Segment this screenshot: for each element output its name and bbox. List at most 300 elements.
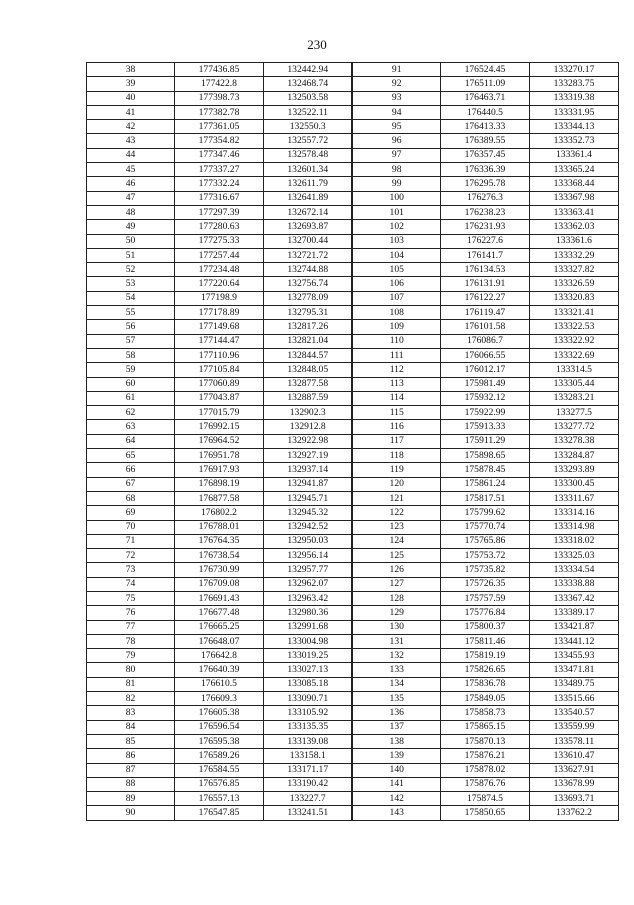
y-coordinate-cell: 132744.88: [263, 263, 352, 277]
table-row: [87, 634, 619, 648]
y-coordinate-cell: 133678.99: [529, 777, 618, 791]
point-number-cell: 56: [87, 320, 175, 334]
y-coordinate-cell: 132945.71: [263, 491, 352, 505]
x-coordinate-cell: 177220.64: [174, 277, 263, 291]
x-coordinate-cell: 176764.35: [174, 534, 263, 548]
y-coordinate-cell: 132522.11: [263, 105, 352, 119]
y-coordinate-cell: 133019.25: [263, 649, 352, 663]
x-coordinate-cell: 176648.07: [174, 634, 263, 648]
table-row: [87, 506, 619, 520]
y-coordinate-cell: 133293.89: [529, 463, 618, 477]
table-row: [87, 391, 619, 405]
point-number-cell: 84: [87, 720, 175, 734]
x-coordinate-cell: 176357.45: [440, 148, 529, 162]
point-number-cell: 140: [352, 763, 440, 777]
table-row: [87, 734, 619, 748]
y-coordinate-cell: 133135.35: [263, 720, 352, 734]
x-coordinate-cell: 176802.2: [174, 506, 263, 520]
y-coordinate-cell: 133338.88: [529, 577, 618, 591]
table-row: [87, 220, 619, 234]
y-coordinate-cell: 133344.13: [529, 120, 618, 134]
table-row: [87, 205, 619, 219]
point-number-cell: 38: [87, 63, 175, 77]
x-coordinate-cell: 176610.5: [174, 677, 263, 691]
point-number-cell: 98: [352, 163, 440, 177]
x-coordinate-cell: 177347.46: [174, 148, 263, 162]
y-coordinate-cell: 133319.38: [529, 91, 618, 105]
x-coordinate-cell: 175776.84: [440, 606, 529, 620]
table-row: [87, 291, 619, 305]
y-coordinate-cell: 133090.71: [263, 692, 352, 706]
x-coordinate-cell: 176122.27: [440, 291, 529, 305]
point-number-cell: 86: [87, 749, 175, 763]
x-coordinate-cell: 175757.59: [440, 591, 529, 605]
y-coordinate-cell: 133241.51: [263, 806, 352, 820]
y-coordinate-cell: 133320.83: [529, 291, 618, 305]
point-number-cell: 135: [352, 692, 440, 706]
x-coordinate-cell: 175817.51: [440, 491, 529, 505]
y-coordinate-cell: 133326.59: [529, 277, 618, 291]
x-coordinate-cell: 175876.76: [440, 777, 529, 791]
y-coordinate-cell: 133277.72: [529, 420, 618, 434]
point-number-cell: 93: [352, 91, 440, 105]
x-coordinate-cell: 176917.93: [174, 463, 263, 477]
x-coordinate-cell: 177178.89: [174, 306, 263, 320]
x-coordinate-cell: 175726.35: [440, 577, 529, 591]
x-coordinate-cell: 176951.78: [174, 449, 263, 463]
table-row: [87, 520, 619, 534]
y-coordinate-cell: 133389.17: [529, 606, 618, 620]
y-coordinate-cell: 132442.94: [263, 63, 352, 77]
y-coordinate-cell: 133277.5: [529, 406, 618, 420]
y-coordinate-cell: 133158.1: [263, 749, 352, 763]
x-coordinate-cell: 177280.63: [174, 220, 263, 234]
y-coordinate-cell: 133693.71: [529, 792, 618, 806]
point-number-cell: 130: [352, 620, 440, 634]
point-number-cell: 76: [87, 606, 175, 620]
point-number-cell: 143: [352, 806, 440, 820]
x-coordinate-cell: 175911.29: [440, 434, 529, 448]
point-number-cell: 92: [352, 77, 440, 91]
y-coordinate-cell: 132795.31: [263, 306, 352, 320]
point-number-cell: 127: [352, 577, 440, 591]
y-coordinate-cell: 133322.53: [529, 320, 618, 334]
x-coordinate-cell: 175876.21: [440, 749, 529, 763]
point-number-cell: 40: [87, 91, 175, 105]
y-coordinate-cell: 132956.14: [263, 549, 352, 563]
y-coordinate-cell: 133578.11: [529, 734, 618, 748]
point-number-cell: 89: [87, 792, 175, 806]
y-coordinate-cell: 132945.32: [263, 506, 352, 520]
x-coordinate-cell: 176131.91: [440, 277, 529, 291]
point-number-cell: 111: [352, 348, 440, 362]
point-number-cell: 59: [87, 363, 175, 377]
x-coordinate-cell: 176012.17: [440, 363, 529, 377]
y-coordinate-cell: 133321.41: [529, 306, 618, 320]
point-number-cell: 105: [352, 263, 440, 277]
point-number-cell: 115: [352, 406, 440, 420]
point-number-cell: 94: [352, 105, 440, 119]
x-coordinate-cell: 176389.55: [440, 134, 529, 148]
table-row: [87, 306, 619, 320]
x-coordinate-cell: 175913.33: [440, 420, 529, 434]
x-coordinate-cell: 176231.93: [440, 220, 529, 234]
y-coordinate-cell: 133367.42: [529, 591, 618, 605]
point-number-cell: 101: [352, 205, 440, 219]
x-coordinate-cell: 175878.02: [440, 763, 529, 777]
point-number-cell: 132: [352, 649, 440, 663]
table-row: [87, 420, 619, 434]
y-coordinate-cell: 133327.82: [529, 263, 618, 277]
point-number-cell: 46: [87, 177, 175, 191]
y-coordinate-cell: 133361.6: [529, 234, 618, 248]
x-coordinate-cell: 177275.33: [174, 234, 263, 248]
point-number-cell: 77: [87, 620, 175, 634]
point-number-cell: 39: [87, 77, 175, 91]
point-number-cell: 79: [87, 649, 175, 663]
point-number-cell: 107: [352, 291, 440, 305]
x-coordinate-cell: 176227.6: [440, 234, 529, 248]
x-coordinate-cell: 176665.25: [174, 620, 263, 634]
point-number-cell: 87: [87, 763, 175, 777]
point-number-cell: 116: [352, 420, 440, 434]
table-row: [87, 434, 619, 448]
x-coordinate-cell: 175861.24: [440, 477, 529, 491]
x-coordinate-cell: 176730.99: [174, 563, 263, 577]
point-number-cell: 57: [87, 334, 175, 348]
point-number-cell: 81: [87, 677, 175, 691]
y-coordinate-cell: 132927.19: [263, 449, 352, 463]
point-number-cell: 90: [87, 806, 175, 820]
table-row: [87, 377, 619, 391]
y-coordinate-cell: 133322.92: [529, 334, 618, 348]
table-row: [87, 449, 619, 463]
x-coordinate-cell: 175878.45: [440, 463, 529, 477]
point-number-cell: 125: [352, 549, 440, 563]
point-number-cell: 67: [87, 477, 175, 491]
x-coordinate-cell: 177105.84: [174, 363, 263, 377]
point-number-cell: 65: [87, 449, 175, 463]
point-number-cell: 60: [87, 377, 175, 391]
y-coordinate-cell: 132778.09: [263, 291, 352, 305]
y-coordinate-cell: 132942.52: [263, 520, 352, 534]
table-row: [87, 105, 619, 119]
y-coordinate-cell: 133325.03: [529, 549, 618, 563]
table-row: [87, 606, 619, 620]
y-coordinate-cell: 133314.98: [529, 520, 618, 534]
point-number-cell: 99: [352, 177, 440, 191]
x-coordinate-cell: 177257.44: [174, 248, 263, 262]
x-coordinate-cell: 176877.58: [174, 491, 263, 505]
point-number-cell: 58: [87, 348, 175, 362]
point-number-cell: 126: [352, 563, 440, 577]
x-coordinate-cell: 176992.15: [174, 420, 263, 434]
y-coordinate-cell: 133284.87: [529, 449, 618, 463]
y-coordinate-cell: 133471.81: [529, 663, 618, 677]
table-row: [87, 120, 619, 134]
x-coordinate-cell: 176609.3: [174, 692, 263, 706]
x-coordinate-cell: 175898.65: [440, 449, 529, 463]
point-number-cell: 69: [87, 506, 175, 520]
y-coordinate-cell: 133365.24: [529, 163, 618, 177]
table-row: [87, 77, 619, 91]
y-coordinate-cell: 132957.77: [263, 563, 352, 577]
x-coordinate-cell: 175735.82: [440, 563, 529, 577]
x-coordinate-cell: 176898.19: [174, 477, 263, 491]
y-coordinate-cell: 133540.57: [529, 706, 618, 720]
table-row: [87, 649, 619, 663]
table-row: [87, 692, 619, 706]
y-coordinate-cell: 133368.44: [529, 177, 618, 191]
table-row: [87, 620, 619, 634]
point-number-cell: 70: [87, 520, 175, 534]
table-row: [87, 406, 619, 420]
point-number-cell: 95: [352, 120, 440, 134]
y-coordinate-cell: 132578.48: [263, 148, 352, 162]
x-coordinate-cell: 177297.39: [174, 205, 263, 219]
y-coordinate-cell: 133352.73: [529, 134, 618, 148]
point-number-cell: 97: [352, 148, 440, 162]
point-number-cell: 68: [87, 491, 175, 505]
x-coordinate-cell: 177015.79: [174, 406, 263, 420]
y-coordinate-cell: 133027.13: [263, 663, 352, 677]
y-coordinate-cell: 133311.67: [529, 491, 618, 505]
x-coordinate-cell: 176440.5: [440, 105, 529, 119]
point-number-cell: 54: [87, 291, 175, 305]
y-coordinate-cell: 133283.21: [529, 391, 618, 405]
y-coordinate-cell: 133305.44: [529, 377, 618, 391]
point-number-cell: 128: [352, 591, 440, 605]
y-coordinate-cell: 132848.05: [263, 363, 352, 377]
y-coordinate-cell: 133227.7: [263, 792, 352, 806]
table-row: [87, 534, 619, 548]
point-number-cell: 109: [352, 320, 440, 334]
point-number-cell: 118: [352, 449, 440, 463]
x-coordinate-cell: 177436.85: [174, 63, 263, 77]
table-row: [87, 706, 619, 720]
y-coordinate-cell: 132721.72: [263, 248, 352, 262]
y-coordinate-cell: 132980.36: [263, 606, 352, 620]
table-row: [87, 491, 619, 505]
y-coordinate-cell: 133627.91: [529, 763, 618, 777]
point-number-cell: 51: [87, 248, 175, 262]
y-coordinate-cell: 133139.08: [263, 734, 352, 748]
point-number-cell: 41: [87, 105, 175, 119]
x-coordinate-cell: 175753.72: [440, 549, 529, 563]
y-coordinate-cell: 132693.87: [263, 220, 352, 234]
point-number-cell: 141: [352, 777, 440, 791]
table-row: [87, 363, 619, 377]
x-coordinate-cell: 175770.74: [440, 520, 529, 534]
x-coordinate-cell: 176640.39: [174, 663, 263, 677]
point-number-cell: 117: [352, 434, 440, 448]
y-coordinate-cell: 133314.5: [529, 363, 618, 377]
point-number-cell: 75: [87, 591, 175, 605]
x-coordinate-cell: 176463.71: [440, 91, 529, 105]
table-row: [87, 91, 619, 105]
y-coordinate-cell: 133361.4: [529, 148, 618, 162]
y-coordinate-cell: 133363.41: [529, 205, 618, 219]
y-coordinate-cell: 132941.87: [263, 477, 352, 491]
point-number-cell: 136: [352, 706, 440, 720]
table-row: [87, 477, 619, 491]
y-coordinate-cell: 133300.45: [529, 477, 618, 491]
table-row: [87, 777, 619, 791]
y-coordinate-cell: 133270.17: [529, 63, 618, 77]
x-coordinate-cell: 177316.67: [174, 191, 263, 205]
x-coordinate-cell: 177337.27: [174, 163, 263, 177]
x-coordinate-cell: 176276.3: [440, 191, 529, 205]
y-coordinate-cell: 132887.59: [263, 391, 352, 405]
x-coordinate-cell: 175800.37: [440, 620, 529, 634]
point-number-cell: 80: [87, 663, 175, 677]
point-number-cell: 78: [87, 634, 175, 648]
coordinates-table-body: [87, 63, 619, 821]
point-number-cell: 106: [352, 277, 440, 291]
x-coordinate-cell: 176413.33: [440, 120, 529, 134]
y-coordinate-cell: 132962.07: [263, 577, 352, 591]
y-coordinate-cell: 132817.26: [263, 320, 352, 334]
table-row: [87, 248, 619, 262]
point-number-cell: 110: [352, 334, 440, 348]
table-row: [87, 792, 619, 806]
y-coordinate-cell: 133455.93: [529, 649, 618, 663]
x-coordinate-cell: 176119.47: [440, 306, 529, 320]
point-number-cell: 61: [87, 391, 175, 405]
point-number-cell: 131: [352, 634, 440, 648]
y-coordinate-cell: 133331.95: [529, 105, 618, 119]
y-coordinate-cell: 132991.68: [263, 620, 352, 634]
point-number-cell: 47: [87, 191, 175, 205]
x-coordinate-cell: 177422.8: [174, 77, 263, 91]
table-row: [87, 577, 619, 591]
x-coordinate-cell: 177198.9: [174, 291, 263, 305]
table-row: [87, 134, 619, 148]
y-coordinate-cell: 133318.02: [529, 534, 618, 548]
x-coordinate-cell: 176576.85: [174, 777, 263, 791]
x-coordinate-cell: 175826.65: [440, 663, 529, 677]
point-number-cell: 85: [87, 734, 175, 748]
x-coordinate-cell: 177043.87: [174, 391, 263, 405]
x-coordinate-cell: 177354.82: [174, 134, 263, 148]
point-number-cell: 123: [352, 520, 440, 534]
point-number-cell: 53: [87, 277, 175, 291]
x-coordinate-cell: 176238.23: [440, 205, 529, 219]
table-row: [87, 191, 619, 205]
table-row: [87, 320, 619, 334]
point-number-cell: 104: [352, 248, 440, 262]
point-number-cell: 43: [87, 134, 175, 148]
x-coordinate-cell: 176336.39: [440, 163, 529, 177]
coordinates-table: [86, 62, 619, 821]
point-number-cell: 134: [352, 677, 440, 691]
table-row: [87, 177, 619, 191]
table-row: [87, 749, 619, 763]
y-coordinate-cell: 132611.79: [263, 177, 352, 191]
y-coordinate-cell: 133334.54: [529, 563, 618, 577]
point-number-cell: 138: [352, 734, 440, 748]
table-row: [87, 663, 619, 677]
point-number-cell: 139: [352, 749, 440, 763]
y-coordinate-cell: 133559.99: [529, 720, 618, 734]
x-coordinate-cell: 176511.09: [440, 77, 529, 91]
point-number-cell: 122: [352, 506, 440, 520]
x-coordinate-cell: 175981.49: [440, 377, 529, 391]
x-coordinate-cell: 177398.73: [174, 91, 263, 105]
y-coordinate-cell: 132468.74: [263, 77, 352, 91]
x-coordinate-cell: 176596.54: [174, 720, 263, 734]
x-coordinate-cell: 176557.13: [174, 792, 263, 806]
point-number-cell: 42: [87, 120, 175, 134]
table-row: [87, 148, 619, 162]
x-coordinate-cell: 177361.05: [174, 120, 263, 134]
point-number-cell: 142: [352, 792, 440, 806]
table-row: [87, 806, 619, 820]
x-coordinate-cell: 177060.89: [174, 377, 263, 391]
x-coordinate-cell: 176066.55: [440, 348, 529, 362]
table-row: [87, 591, 619, 605]
point-number-cell: 121: [352, 491, 440, 505]
point-number-cell: 50: [87, 234, 175, 248]
point-number-cell: 63: [87, 420, 175, 434]
x-coordinate-cell: 177149.68: [174, 320, 263, 334]
point-number-cell: 52: [87, 263, 175, 277]
table-row: [87, 334, 619, 348]
point-number-cell: 124: [352, 534, 440, 548]
x-coordinate-cell: 175799.62: [440, 506, 529, 520]
table-row: [87, 720, 619, 734]
x-coordinate-cell: 175870.13: [440, 734, 529, 748]
y-coordinate-cell: 133314.16: [529, 506, 618, 520]
table-row: [87, 348, 619, 362]
x-coordinate-cell: 175932.12: [440, 391, 529, 405]
x-coordinate-cell: 176295.78: [440, 177, 529, 191]
point-number-cell: 120: [352, 477, 440, 491]
x-coordinate-cell: 177110.96: [174, 348, 263, 362]
x-coordinate-cell: 175850.65: [440, 806, 529, 820]
x-coordinate-cell: 175849.05: [440, 692, 529, 706]
point-number-cell: 88: [87, 777, 175, 791]
x-coordinate-cell: 176677.48: [174, 606, 263, 620]
point-number-cell: 96: [352, 134, 440, 148]
x-coordinate-cell: 175819.19: [440, 649, 529, 663]
point-number-cell: 64: [87, 434, 175, 448]
table-row: [87, 563, 619, 577]
y-coordinate-cell: 133762.2: [529, 806, 618, 820]
point-number-cell: 72: [87, 549, 175, 563]
y-coordinate-cell: 133441.12: [529, 634, 618, 648]
x-coordinate-cell: 176691.43: [174, 591, 263, 605]
point-number-cell: 129: [352, 606, 440, 620]
point-number-cell: 74: [87, 577, 175, 591]
table-row: [87, 63, 619, 77]
x-coordinate-cell: 177234.48: [174, 263, 263, 277]
y-coordinate-cell: 133004.98: [263, 634, 352, 648]
point-number-cell: 71: [87, 534, 175, 548]
x-coordinate-cell: 176141.7: [440, 248, 529, 262]
table-row: [87, 234, 619, 248]
point-number-cell: 82: [87, 692, 175, 706]
point-number-cell: 91: [352, 63, 440, 77]
point-number-cell: 102: [352, 220, 440, 234]
y-coordinate-cell: 133515.66: [529, 692, 618, 706]
x-coordinate-cell: 176086.7: [440, 334, 529, 348]
x-coordinate-cell: 175858.73: [440, 706, 529, 720]
x-coordinate-cell: 177382.78: [174, 105, 263, 119]
y-coordinate-cell: 133322.69: [529, 348, 618, 362]
y-coordinate-cell: 132641.89: [263, 191, 352, 205]
point-number-cell: 49: [87, 220, 175, 234]
